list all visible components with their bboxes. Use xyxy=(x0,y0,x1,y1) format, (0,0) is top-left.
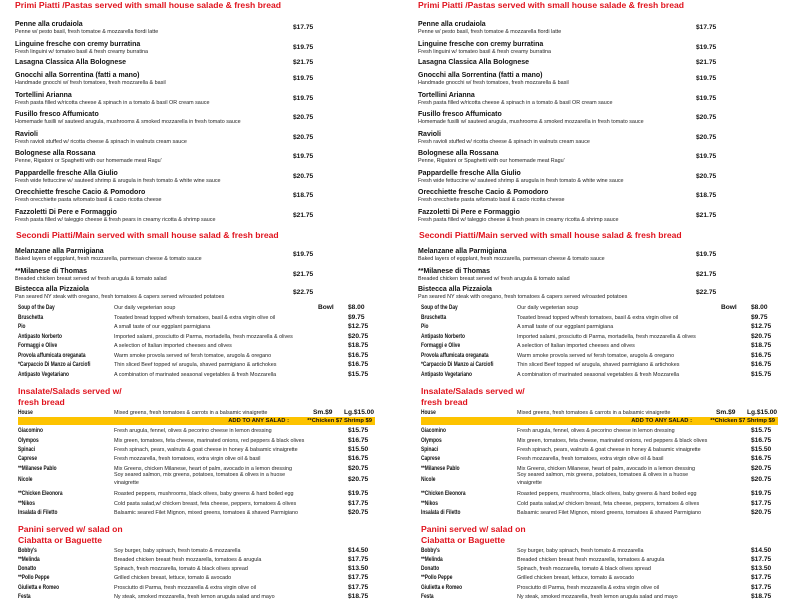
menu-item-description: Breaded chicken breast served w/ fresh arugula & tomato salad xyxy=(418,276,570,282)
salad-name: Nicole xyxy=(18,476,33,483)
salad-price: $16.75 xyxy=(348,437,369,444)
salad-description-line2: vinaigrette xyxy=(114,479,139,486)
salad-name: Caprese xyxy=(421,455,441,462)
panini-description: Breaded chicken breast fresh mozzarella, tomatoes & arugula xyxy=(114,556,262,563)
menu-item-description: Penne, Rigatoni or Spaghetti with our homemade meat Ragu' xyxy=(418,158,565,164)
menu-column-right xyxy=(403,0,800,600)
menu-item-name: Ravioli xyxy=(15,131,38,138)
appetizer-name: Bruschetta xyxy=(18,313,44,321)
panini-price: $17.75 xyxy=(751,583,772,591)
section-title-salads: Insalate/Salads served w/ xyxy=(18,385,122,396)
menu-item-price: $20.75 xyxy=(696,114,717,121)
menu-item-price: $19.75 xyxy=(696,95,717,102)
salad-name: Spinaci xyxy=(421,446,439,453)
appetizer-price: $16.75 xyxy=(348,361,369,368)
appetizer-description: A combination of marinated seasonal vegetables & fresh Mozzarella xyxy=(114,371,277,378)
appetizer-name: Bruschetta xyxy=(421,313,447,321)
menu-item-price: $20.75 xyxy=(293,114,314,121)
menu-item-description: Fresh wide fettuccine w/ sauteed shrimp & arugula in fresh tomato & white wine sauce xyxy=(418,178,624,184)
menu-item-description: Pan seared NY steak with oregano, fresh tomatoes & capers served w/roasted potatoes xyxy=(15,294,225,300)
menu-item-name: Gnocchi alla Sorrentina (fatti a mano) xyxy=(15,72,140,79)
appetizer-description: Imported salami, prosciutto di Parma, mortadella, fresh mozzarella & olives xyxy=(114,333,293,340)
appetizer-price: $15.75 xyxy=(751,370,772,378)
panini-price: $17.75 xyxy=(348,583,369,591)
panini-price: $17.75 xyxy=(751,555,772,563)
panini-name: Festa xyxy=(18,593,31,600)
panini-description: Breaded chicken breast fresh mozzarella, tomatoes & arugula xyxy=(517,556,665,563)
menu-item-price: $20.75 xyxy=(696,173,717,180)
menu-item-price: $19.75 xyxy=(293,95,314,102)
appetizer-price: $12.75 xyxy=(751,323,772,330)
menu-item-name: Linguine fresche con cremy burratina xyxy=(418,41,544,48)
menu-item-description: Pan seared NY steak with oregano, fresh tomatoes & capers served w/roasted potatoes xyxy=(418,294,628,300)
panini-description: Spinach, fresh mozzarella, tomato & black olives spread xyxy=(517,566,651,573)
panini-name: Giulietta e Romeo xyxy=(18,583,60,591)
salad-name: Olympos xyxy=(18,437,39,444)
salad-description: Mix Greens, chicken Milanese, heart of palm, avocado in a lemon dressing xyxy=(114,465,292,472)
section-title-pastas: Primi Piatti /Pastas served with small house salade & fresh bread xyxy=(418,0,685,10)
salad-description: Fresh arugula, fennel, olives & pecorino cheese in lemon dressing xyxy=(114,428,272,434)
menu-item-description: Homemade fusilli w/ sauteed arugula, mushrooms & smoked mozzarella in fresh tomato sauce xyxy=(418,119,644,125)
menu-item-price: $19.75 xyxy=(696,44,717,51)
menu-item-description: Fresh pasta filled w/ricotta cheese & spinach in a tomato & basil OR cream sauce xyxy=(15,100,210,106)
salad-name: Caprese xyxy=(18,455,38,462)
salad-price: $15.50 xyxy=(348,446,369,453)
salad-price-small: Sm.$9 xyxy=(716,408,736,416)
menu-item-description: Baked layers of eggplant, fresh mozzarella, parmesan cheese & tomato sauce xyxy=(418,256,605,262)
menu-item-name: Lasagna Classica Alla Bolognese xyxy=(418,59,530,66)
appetizer-price: $8.00 xyxy=(348,304,365,311)
salad-description: Mixed greens, fresh tomatoes & carrots in a balsamic vinaigrette xyxy=(114,409,268,416)
menu-item-price: $19.75 xyxy=(293,75,314,82)
menu-item-name: Pappardelle fresche Alla Giulio xyxy=(15,170,118,177)
salad-price-small: Sm.$9 xyxy=(313,408,333,416)
salad-name: Nicole xyxy=(421,476,436,483)
salad-price: $20.75 xyxy=(751,509,772,516)
salad-description: Mix green, tomatoes, feta cheese, marinated onions, red peppers & black olives xyxy=(517,438,708,444)
salad-price: $19.75 xyxy=(348,490,369,497)
salad-description: Fresh mozzarella, fresh tomatoes, extra virgin olive oil & basil xyxy=(517,456,664,462)
appetizer-description: A combination of marinated seasonal vegetables & fresh Mozzarella xyxy=(517,371,680,378)
menu-item-description: Fresh linguini w/ tomateo basil & fresh creamy burratina xyxy=(15,49,149,55)
panini-price: $18.75 xyxy=(751,593,772,600)
appetizer-name: Antipasto Vegetariano xyxy=(18,370,69,378)
salad-price: $20.75 xyxy=(348,509,369,516)
menu-item-name: Linguine fresche con cremy burratina xyxy=(15,41,141,48)
menu-item-name: Penne alla crudaiola xyxy=(418,21,486,28)
menu-item-price: $19.75 xyxy=(293,153,314,160)
menu-item-price: $22.75 xyxy=(696,289,717,296)
menu-item-name: Bolognese alla Rossana xyxy=(15,150,96,157)
salad-name: Spinaci xyxy=(18,446,36,453)
salad-description: Soy seared salmon, mix greens, potatoes, tomatoes & olives in a huose xyxy=(517,472,689,478)
menu-item-price: $20.75 xyxy=(696,134,717,141)
menu-column-left xyxy=(0,0,397,600)
salad-description: Mixed greens, fresh tomatoes & carrots in a balsamic vinaigrette xyxy=(517,409,671,416)
salad-description: Mix Greens, chicken Milanese, heart of palm, avocado in a lemon dressing xyxy=(517,465,695,472)
menu-item-name: Ravioli xyxy=(418,131,441,138)
menu-item-description: Penne w/ pesto basil, fresh tomatoe & mozzarella fiordi latte xyxy=(15,29,159,35)
section-title-panini-line2: Ciabatta or Baguette xyxy=(421,534,506,545)
salad-description: Cold pasta salad,w/ chicken breast, feta cheese, peppers, tomatoes & olives xyxy=(114,500,297,507)
menu-item-description: Handmade gnocchi w/ fresh tomatoes, fresh mozzarella & basil xyxy=(15,80,166,86)
menu-item-price: $21.75 xyxy=(696,212,717,219)
panini-price: $13.50 xyxy=(751,565,772,573)
menu-item-price: $20.75 xyxy=(293,173,314,180)
salad-name: **Nikos xyxy=(421,499,438,507)
menu-item-name: Lasagna Classica Alla Bolognese xyxy=(15,59,127,66)
appetizer-name: Antipasto Vegetariano xyxy=(421,370,472,378)
panini-name: Donatto xyxy=(18,565,37,573)
menu-item-description: Fresh orecchiette pasta w/tomato basil & cacio ricotta cheese xyxy=(15,197,162,203)
salad-price: $16.75 xyxy=(348,455,369,462)
salad-description: Cold pasta salad,w/ chicken breast, feta cheese, peppers, tomatoes & olives xyxy=(517,500,700,507)
panini-description: Prosciutto di Parma, fresh mozzarella & extra virgin olive oil xyxy=(517,584,660,591)
appetizer-name: Antipasto Norberto xyxy=(421,332,465,340)
panini-description: Soy burger, baby spinach, fresh tomato & mozzarella xyxy=(517,547,644,554)
add-to-salad-banner xyxy=(18,417,375,425)
menu-item-price: $21.75 xyxy=(293,271,314,278)
salad-name: House xyxy=(18,408,33,416)
menu-item-price: $17.75 xyxy=(696,24,717,31)
salad-name: **Milanese Pablo xyxy=(421,464,460,472)
appetizer-name: *Carpaccio Di Manzo ai Carciofi xyxy=(18,361,91,368)
menu-item-description: Breaded chicken breast served w/ fresh arugula & tomato salad xyxy=(15,276,167,282)
menu-item-name: Penne alla crudaiola xyxy=(15,21,83,28)
menu-item-price: $21.75 xyxy=(293,59,314,66)
menu-item-description: Fresh ravioli stuffed w/ ricotta cheese & spinach in walnuts cream sauce xyxy=(418,139,590,145)
salad-price: $20.75 xyxy=(348,476,369,483)
salad-name: **Nikos xyxy=(18,499,35,507)
salad-description: Roasted peppers, mushrooms, black olives, baby greens & hard boiled egg xyxy=(517,491,697,497)
panini-price: $17.75 xyxy=(348,574,369,582)
panini-description: Grilled chicken breast, lettuce, tomato & avocado xyxy=(517,575,635,582)
appetizer-description: A small taste of our eggplant parmigiana xyxy=(114,324,211,330)
salad-price: $17.75 xyxy=(751,499,772,507)
salad-price: $20.75 xyxy=(348,464,369,472)
section-title-salads-line2: fresh bread xyxy=(421,396,468,407)
menu-item-name: Orecchiette fresche Cacio & Pomodoro xyxy=(15,189,146,196)
panini-name: **Pollo Peppe xyxy=(421,574,453,582)
menu-item-description: Homemade fusilli w/ sauteed arugula, mushrooms & smoked mozzarella in fresh tomato sauce xyxy=(15,119,241,125)
menu-item-name: Bolognese alla Rossana xyxy=(418,150,499,157)
menu-item-price: $21.75 xyxy=(696,59,717,66)
salad-price: $16.75 xyxy=(751,437,772,444)
appetizer-price: $16.75 xyxy=(751,361,772,368)
menu-item-price: $21.75 xyxy=(293,212,314,219)
salad-price: $20.75 xyxy=(751,464,772,472)
salad-price: $16.75 xyxy=(751,455,772,462)
panini-description: Soy burger, baby spinach, fresh tomato & mozzarella xyxy=(114,547,241,554)
salad-description: Fresh arugula, fennel, olives & pecorino cheese in lemon dressing xyxy=(517,428,675,434)
appetizer-price: $16.75 xyxy=(751,351,772,359)
salad-price: $20.75 xyxy=(751,476,772,483)
menu-item-description: Fresh pasta filled w/ taleggio cheese & fresh pears in creamy ricotta & shrimp sauce xyxy=(418,217,619,223)
add-to-salad-label: ADD TO ANY SALAD : xyxy=(228,418,289,424)
salad-description: Fresh mozzarella, fresh tomatoes, extra virgin olive oil & basil xyxy=(114,456,261,462)
menu-item-description: Penne w/ pesto basil, fresh tomatoe & mozzarella fiordi latte xyxy=(418,29,562,35)
salad-price: $15.50 xyxy=(751,446,772,453)
menu-item-price: $17.75 xyxy=(293,24,314,31)
salad-description: Fresh spinach, pears, walnuts & goat cheese in honey & balsamic vinaigrette xyxy=(114,447,298,453)
add-to-salad-options: **Chicken $7 Shrimp $9 xyxy=(710,418,775,424)
appetizer-name: Pio xyxy=(18,323,26,330)
menu-item-description: Fresh linguini w/ tomateo basil & fresh creamy burratina xyxy=(418,49,552,55)
appetizer-description: Warm smoke provola served w/ fersh tomatoe, arugola & oregano xyxy=(517,352,675,359)
menu-item-price: $19.75 xyxy=(293,251,314,258)
section-title-panini-line2: Ciabatta or Baguette xyxy=(18,534,103,545)
appetizer-price: $8.00 xyxy=(751,304,768,311)
appetizer-description: Imported salami, prosciutto di Parma, mortadella, fresh mozzarella & olives xyxy=(517,333,696,340)
section-title-salads-line2: fresh bread xyxy=(18,396,65,407)
menu-item-description: Fresh wide fettuccine w/ sauteed shrimp & arugula in fresh tomato & white wine sauce xyxy=(15,178,221,184)
appetizer-price: $20.75 xyxy=(348,332,369,340)
panini-name: Bobby's xyxy=(18,546,37,554)
menu-item-name: Bistecca alla Pizzaiola xyxy=(15,286,89,293)
appetizer-name: Soup of the Day xyxy=(18,304,55,311)
appetizer-price: $20.75 xyxy=(751,332,772,340)
menu-item-price: $19.75 xyxy=(293,44,314,51)
menu-item-price: $18.75 xyxy=(293,192,314,199)
section-title-panini: Panini served w/ salad on xyxy=(18,523,123,534)
appetizer-price: $15.75 xyxy=(348,370,369,378)
salad-description: Fresh spinach, pears, walnuts & goat cheese in honey & balsamic vinaigrette xyxy=(517,447,701,453)
appetizer-description: A selection of Italian imported cheeses and olives xyxy=(114,343,232,349)
appetizer-size: Bowl xyxy=(721,304,737,311)
salad-price-large: Lg.$15.00 xyxy=(344,408,375,416)
section-title-pastas: Primi Piatti /Pastas served with small house salade & fresh bread xyxy=(15,0,282,10)
menu-item-name: Orecchiette fresche Cacio & Pomodoro xyxy=(418,189,549,196)
appetizer-description: Our daily vegeterian soup xyxy=(517,305,579,311)
salad-name: Olympos xyxy=(421,437,442,444)
salad-description: Balsamic seared Filet Mignon, mixed greens, tomatoes & shaved Parmigiano xyxy=(114,510,298,516)
section-title-mains: Secondi Piatti/Main served with small house salad & fresh bread xyxy=(419,230,682,240)
appetizer-description: Our daily vegeterian soup xyxy=(114,305,176,311)
panini-description: Ny steak, smoked mozzarella, fresh lemon arugula salad and mayo xyxy=(114,594,275,600)
menu-item-description: Fresh orecchiette pasta w/tomato basil & cacio ricotta cheese xyxy=(418,197,565,203)
section-title-salads: Insalate/Salads served w/ xyxy=(421,385,525,396)
appetizer-name: Pio xyxy=(421,323,429,330)
salad-name: **Chicken Eleonora xyxy=(421,490,466,497)
menu-item-name: Tortellini Arianna xyxy=(418,92,475,99)
appetizer-description: A selection of Italian imported cheeses and olives xyxy=(517,343,635,349)
salad-name: Giacomino xyxy=(421,427,446,434)
menu-item-name: Pappardelle fresche Alla Giulio xyxy=(418,170,521,177)
panini-name: Giulietta e Romeo xyxy=(421,583,463,591)
panini-price: $17.75 xyxy=(751,574,772,582)
panini-price: $14.50 xyxy=(751,546,772,554)
appetizer-price: $16.75 xyxy=(348,351,369,359)
appetizer-price: $12.75 xyxy=(348,323,369,330)
menu-item-description: Fresh pasta filled w/ taleggio cheese & fresh pears in creamy ricotta & shrimp sauce xyxy=(15,217,216,223)
salad-price-large: Lg.$15.00 xyxy=(747,408,778,416)
salad-description: Soy seared salmon, mix greens, potatoes, tomatoes & olives in a huose xyxy=(114,472,286,478)
menu-item-price: $22.75 xyxy=(293,289,314,296)
panini-description: Ny steak, smoked mozzarella, fresh lemon arugula salad and mayo xyxy=(517,594,678,600)
appetizer-description: Toasted bread topped w/fresh tomatoes, basil & extra virgin olive oil xyxy=(114,314,276,321)
salad-price: $15.75 xyxy=(751,427,772,434)
appetizer-price: $9.75 xyxy=(348,313,365,321)
salad-name: **Milanese Pablo xyxy=(18,464,57,472)
panini-name: **Pollo Peppe xyxy=(18,574,50,582)
salad-price: $15.75 xyxy=(348,427,369,434)
appetizer-name: Antipasto Norberto xyxy=(18,332,62,340)
appetizer-price: $9.75 xyxy=(751,313,768,321)
menu-item-price: $18.75 xyxy=(696,192,717,199)
menu-item-description: Handmade gnocchi w/ fresh tomatoes, fresh mozzarella & basil xyxy=(418,80,569,86)
appetizer-description: Toasted bread topped w/fresh tomatoes, basil & extra virgin olive oil xyxy=(517,314,679,321)
appetizer-name: Provola affumicata oreganata xyxy=(421,351,489,359)
salad-description: Balsamic seared Filet Mignon, mixed greens, tomatoes & shaved Parmigiano xyxy=(517,510,701,516)
appetizer-price: $18.75 xyxy=(751,342,772,349)
menu-item-price: $19.75 xyxy=(696,75,717,82)
add-to-salad-options: **Chicken $7 Shrimp $9 xyxy=(307,418,372,424)
panini-name: **Melinda xyxy=(18,555,40,563)
salad-name: House xyxy=(421,408,436,416)
appetizer-description: Warm smoke provola served w/ fersh tomatoe, arugola & oregano xyxy=(114,352,272,359)
menu-item-description: Fresh ravioli stuffed w/ ricotta cheese & spinach in walnuts cream sauce xyxy=(15,139,187,145)
salad-name: Insalata di Filetto xyxy=(421,509,461,516)
panini-name: Donatto xyxy=(421,565,440,573)
menu-item-name: Fusillo fresco Affumicato xyxy=(15,111,99,118)
panini-description: Grilled chicken breast, lettuce, tomato & avocado xyxy=(114,575,232,582)
appetizer-name: *Carpaccio Di Manzo ai Carciofi xyxy=(421,361,494,368)
add-to-salad-label: ADD TO ANY SALAD : xyxy=(631,418,692,424)
menu-item-price: $19.75 xyxy=(696,251,717,258)
salad-description-line2: vinaigrette xyxy=(517,479,542,486)
panini-name: Bobby's xyxy=(421,546,440,554)
menu-item-name: Melanzane alla Parmigiana xyxy=(15,248,104,255)
salad-name: Insalata di Filetto xyxy=(18,509,58,516)
salad-description: Roasted peppers, mushrooms, black olives, baby greens & hard boiled egg xyxy=(114,491,294,497)
appetizer-description: A small taste of our eggplant parmigiana xyxy=(517,324,614,330)
panini-price: $18.75 xyxy=(348,593,369,600)
panini-price: $14.50 xyxy=(348,546,369,554)
menu-item-name: Fusillo fresco Affumicato xyxy=(418,111,502,118)
menu-item-name: Gnocchi alla Sorrentina (fatti a mano) xyxy=(418,72,543,79)
panini-name: Festa xyxy=(421,593,434,600)
appetizer-name: Soup of the Day xyxy=(421,304,458,311)
add-to-salad-banner xyxy=(421,417,778,425)
panini-price: $17.75 xyxy=(348,555,369,563)
menu-item-name: Melanzane alla Parmigiana xyxy=(418,248,507,255)
salad-price: $19.75 xyxy=(751,490,772,497)
section-title-mains: Secondi Piatti/Main served with small house salad & fresh bread xyxy=(16,230,279,240)
menu-item-name: Tortellini Arianna xyxy=(15,92,72,99)
menu-item-description: Fresh pasta filled w/ricotta cheese & spinach in a tomato & basil OR cream sauce xyxy=(418,100,613,106)
menu-item-description: Baked layers of eggplant, fresh mozzarella, parmesan cheese & tomato sauce xyxy=(15,256,202,262)
appetizer-description: Thin sliced Beef topped w/ arugula, shaved parmigiano & artichokes xyxy=(114,362,277,368)
salad-price: $17.75 xyxy=(348,499,369,507)
menu-item-name: Fazzoletti Di Pere e Formaggio xyxy=(15,209,117,216)
panini-description: Spinach, fresh mozzarella, tomato & black olives spread xyxy=(114,566,248,573)
appetizer-name: Provola affumicata oreganata xyxy=(18,351,86,359)
panini-description: Prosciutto di Parma, fresh mozzarella & extra virgin olive oil xyxy=(114,584,257,591)
menu-item-name: Fazzoletti Di Pere e Formaggio xyxy=(418,209,520,216)
panini-name: **Melinda xyxy=(421,555,443,563)
appetizer-name: Formaggi e Olive xyxy=(421,342,461,349)
salad-description: Mix green, tomatoes, feta cheese, marinated onions, red peppers & black olives xyxy=(114,438,305,444)
section-title-panini: Panini served w/ salad on xyxy=(421,523,526,534)
salad-name: **Chicken Eleonora xyxy=(18,490,63,497)
appetizer-price: $18.75 xyxy=(348,342,369,349)
panini-price: $13.50 xyxy=(348,565,369,573)
menu-item-description: Penne, Rigatoni or Spaghetti with our homemade meat Ragu' xyxy=(15,158,162,164)
appetizer-description: Thin sliced Beef topped w/ arugula, shaved parmigiano & artichokes xyxy=(517,362,680,368)
salad-name: Giacomino xyxy=(18,427,43,434)
menu-item-name: **Milanese di Thomas xyxy=(418,268,490,275)
appetizer-size: Bowl xyxy=(318,304,334,311)
menu-item-name: Bistecca alla Pizzaiola xyxy=(418,286,492,293)
menu-item-price: $20.75 xyxy=(293,134,314,141)
appetizer-name: Formaggi e Olive xyxy=(18,342,58,349)
menu-item-name: **Milanese di Thomas xyxy=(15,268,87,275)
menu-item-price: $21.75 xyxy=(696,271,717,278)
menu-item-price: $19.75 xyxy=(696,153,717,160)
